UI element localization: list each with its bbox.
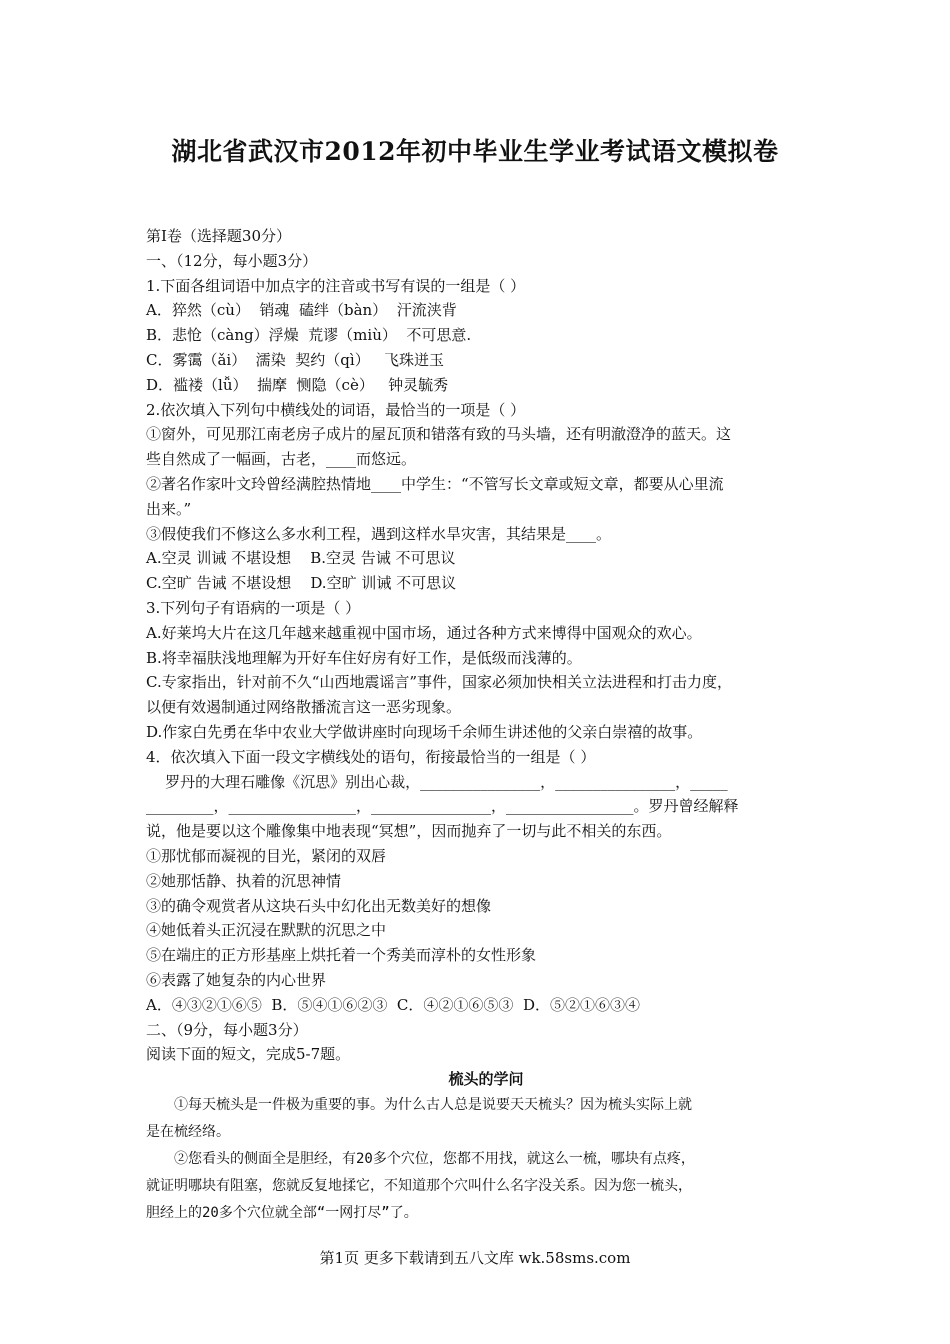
document-body (146, 224, 826, 1227)
text-line: 第Ⅰ卷（选择题30分） (146, 227, 292, 245)
essay-line: 是在梳经络。 (146, 1123, 230, 1140)
text-line: A.空灵 训诫 不堪设想 B.空灵 告诫 不可思议 (146, 549, 456, 568)
essay-line: ①每天梳头是一件极为重要的事。为什么古人总是说要天天梳头？因为梳头实际上就 (174, 1096, 692, 1113)
text-line: ①那忧郁而凝视的目光，紧闭的双唇 (146, 846, 387, 865)
text-line: 以便有效遏制通过网络散播流言这一恶劣现象。 (146, 698, 462, 717)
text-line: ③假使我们不修这么多水利工程，遇到这样水旱灾害，其结果是____。 (146, 524, 612, 543)
text-line: 一、（12分，每小题3分） (146, 251, 318, 270)
text-line: 2.依次填入下列句中横线处的词语，最恰当的一项是（ ） (146, 400, 526, 419)
text-line: ②著名作家叶文玲曾经满腔热情地____中学生：“不管写长文章或短文章，都要从心里流 (146, 474, 724, 493)
document-title: 湖北省武汉市2012年初中毕业生学业考试语文模拟卷 (171, 137, 779, 166)
text-line: ④她低着头正沉浸在默默的沉思之中 (146, 921, 387, 940)
text-line: D．褴褛（lǚ） 揣摩 恻隐（cè） 钟灵毓秀 (146, 375, 449, 394)
text-line: 罗丹的大理石雕像《沉思》别出心裁，________________，________________，_____ (146, 772, 728, 791)
text-line: C．雾霭（ǎi） 濡染 契约（qì） 飞珠迸玉 (146, 350, 444, 369)
text-line: C.专家指出，针对前不久“山西地震谣言”事件，国家必须加快相关立法进程和打击力度， (146, 673, 733, 692)
text-line: ③的确令观赏者从这块石头中幻化出无数美好的想像 (146, 896, 492, 915)
page-footer: 第1页 更多下载请到五八文库 wk.58sms.com (319, 1249, 631, 1267)
text-line: D.作家白先勇在华中农业大学做讲座时向现场千余师生讲述他的父亲白崇禧的故事。 (146, 722, 703, 741)
text-line: A．猝然（cù） 销魂 磕绊（bàn） 汗流浃背 (146, 301, 457, 320)
text-line: ②她那恬静、执着的沉思神情 (146, 871, 342, 890)
essay-title: 梳头的学问 (448, 1070, 524, 1089)
text-line: B.将幸福肤浅地理解为开好车住好房有好工作，是低级而浅薄的。 (146, 648, 582, 667)
text-line: ①窗外，可见那江南老房子成片的屋瓦顶和错落有致的马头墙，还有明澈澄净的蓝天。这 (146, 425, 732, 444)
text-line: 3.下列句子有语病的一项是（ ） (146, 598, 361, 617)
text-line: ⑥表露了她复杂的内心世界 (146, 970, 327, 989)
text-line: ⑤在端庄的正方形基座上烘托着一个秀美而淳朴的女性形象 (146, 946, 537, 965)
essay-line: 就证明哪块有阻塞，您就反复地揉它，不知道那个穴叫什么名字没关系。因为您一梳头， (146, 1177, 692, 1194)
text-line: 1.下面各组词语中加点字的注音或书写有误的一组是（ ） (146, 276, 526, 295)
text-line: A.好莱坞大片在这几年越来越重视中国市场，通过各种方式来博得中国观众的欢心。 (146, 623, 702, 642)
text-line: 4．依次填入下面一段文字横线处的语句，衔接最恰当的一组是（ ） (146, 747, 596, 766)
text-line: A．④③②①⑥⑤ B．⑤④①⑥②③ C．④②①⑥⑤③ D．⑤②①⑥③④ (146, 995, 640, 1014)
text-line: 二、（9分，每小题3分） (146, 1020, 308, 1039)
essay-line: ②您看头的侧面全是胆经，有20多个穴位，您都不用找，就这么一梳，哪块有点疼， (174, 1150, 695, 1167)
text-line: 说，他是要以这个雕像集中地表现“冥想”，因而抛弃了一切与此不相关的东西。 (146, 822, 672, 841)
text-line: 阅读下面的短文，完成5-7题。 (146, 1045, 351, 1064)
text-line: _________，_________________，________________，_________________。罗丹曾经解释 (146, 797, 739, 816)
text-line: 出来。” (146, 499, 192, 518)
essay-line: 胆经上的20多个穴位就全部“一网打尽”了。 (146, 1204, 418, 1221)
text-line: 些自然成了一幅画，古老，____而悠远。 (146, 450, 417, 469)
text-line: B．悲怆（càng）浮燥 荒谬（miù） 不可思意. (146, 326, 472, 345)
text-line: C.空旷 告诫 不堪设想 D.空旷 训诫 不可思议 (146, 574, 457, 593)
